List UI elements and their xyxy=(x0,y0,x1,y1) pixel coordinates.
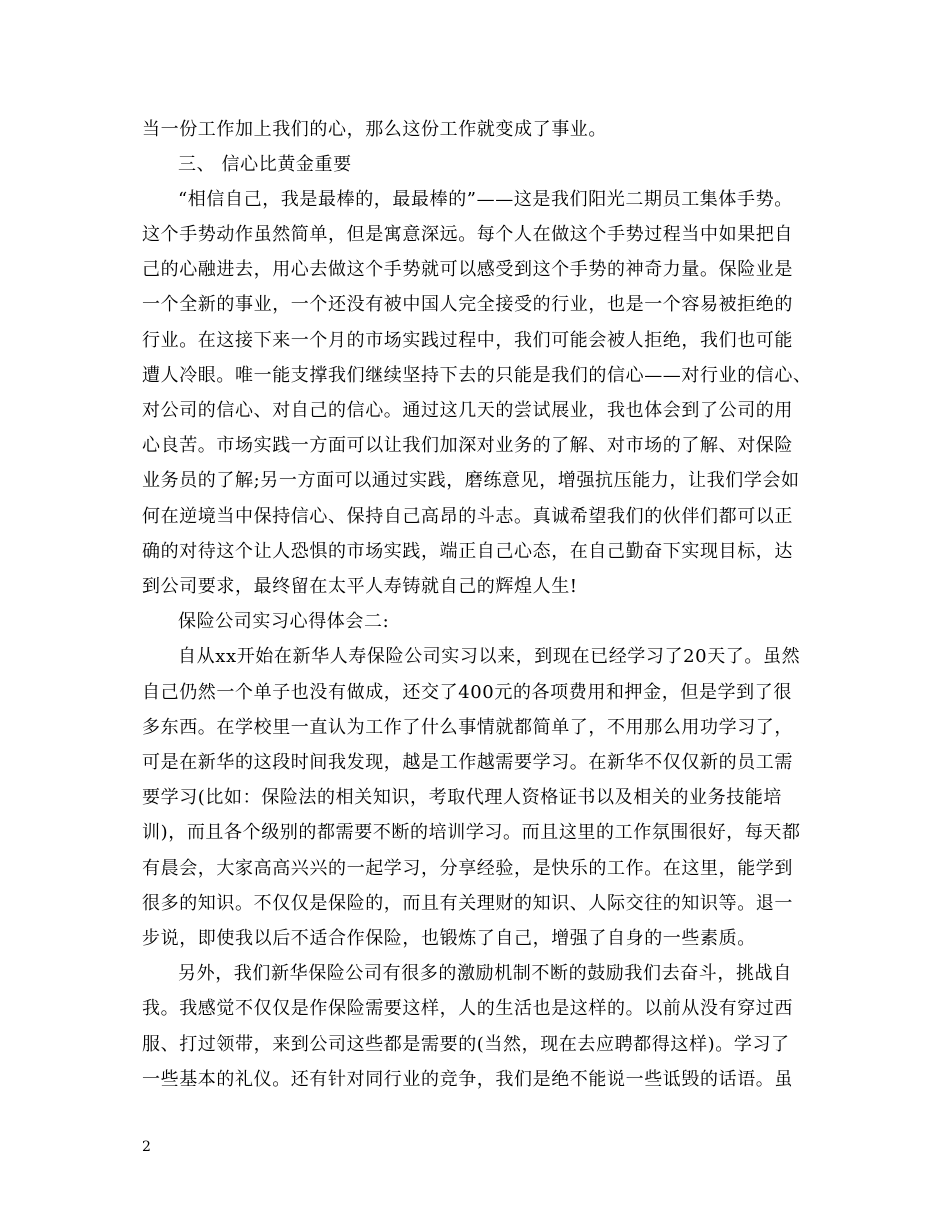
paragraph-line: 可是在新华的这段时间我发现，越是工作越需要学习。在新华不仅仅新的员工需 xyxy=(142,752,793,773)
paragraph-line: 训)，而且各个级别的都需要不断的培训学习。而且这里的工作氛围很好，每天都 xyxy=(142,822,801,843)
paragraph-line: 行业。在这接下来一个月的市场实践过程中，我们可能会被人拒绝，我们也可能 xyxy=(142,330,793,351)
paragraph-line: 自己仍然一个单子也没有做成，还交了400元的各项费用和押金，但是学到了很 xyxy=(142,682,792,703)
paragraph-line: 到公司要求，最终留在太平人寿铸就自己的辉煌人生! xyxy=(142,576,578,597)
paragraph-line: 何在逆境当中保持信心、保持自己高昂的斗志。真诚希望我们的伙伴们都可以正 xyxy=(142,506,793,527)
paragraph-line: 要学习(比如：保险法的相关知识，考取代理人资格证书以及相关的业务技能培 xyxy=(142,787,783,808)
paragraph-line: 一个全新的事业，一个还没有被中国人完全接受的行业，也是一个容易被拒绝的 xyxy=(142,294,793,315)
section-heading: 三、 信心比黄金重要 xyxy=(178,154,352,175)
paragraph-line: 确的对待这个让人恐惧的市场实践，端正自己心态，在自己勤奋下实现目标，达 xyxy=(142,541,793,562)
paragraph-line: 很多的知识。不仅仅是保险的，而且有关理财的知识、人际交往的知识等。退一 xyxy=(142,893,793,914)
paragraph-line: 有晨会，大家高高兴兴的一起学习，分享经验，是快乐的工作。在这里，能学到 xyxy=(142,858,793,879)
paragraph-line: 业务员的了解;另一方面可以通过实践，磨练意见，增强抗压能力，让我们学会如 xyxy=(142,470,800,491)
section-heading: 保险公司实习心得体会二: xyxy=(178,611,390,632)
paragraph-line: 另外，我们新华保险公司有很多的激励机制不断的鼓励我们去奋斗，挑战自 xyxy=(178,963,792,984)
paragraph-line: 心良苦。市场实践一方面可以让我们加深对业务的了解、对市场的了解、对保险 xyxy=(142,435,793,456)
paragraph-line: 遭人冷眼。唯一能支撑我们继续坚持下去的只能是我们的信心——对行业的信心、 xyxy=(142,365,812,386)
paragraph-line: 服、打过领带，来到公司这些都是需要的(当然，现在去应聘都得这样)。学习了 xyxy=(142,1034,790,1055)
paragraph-line: 自从xx开始在新华人寿保险公司实习以来，到现在已经学习了20天了。虽然 xyxy=(178,646,801,667)
page-number: 2 xyxy=(142,1139,151,1155)
paragraph-line: 当一份工作加上我们的心，那么这份工作就变成了事业。 xyxy=(142,119,607,140)
paragraph-line: “相信自己，我是最棒的，最最棒的”——这是我们阳光二期员工集体手势。 xyxy=(178,189,793,210)
paragraph-line: 这个手势动作虽然简单，但是寓意深远。每个人在做这个手势过程当中如果把自 xyxy=(142,224,793,245)
paragraph-line: 己的心融进去，用心去做这个手势就可以感受到这个手势的神奇力量。保险业是 xyxy=(142,259,793,280)
paragraph-line: 一些基本的礼仪。还有针对同行业的竞争，我们是绝不能说一些诋毁的话语。虽 xyxy=(142,1069,793,1090)
paragraph-line: 多东西。在学校里一直认为工作了什么事情就都简单了，不用那么用功学习了， xyxy=(142,717,793,738)
paragraph-line: 对公司的信心、对自己的信心。通过这几天的尝试展业，我也体会到了公司的用 xyxy=(142,400,793,421)
paragraph-line: 我。我感觉不仅仅是作保险需要这样，人的生活也是这样的。以前从没有穿过西 xyxy=(142,998,793,1019)
paragraph-line: 步说，即使我以后不适合作保险，也锻炼了自己，增强了自身的一些素质。 xyxy=(142,928,756,949)
